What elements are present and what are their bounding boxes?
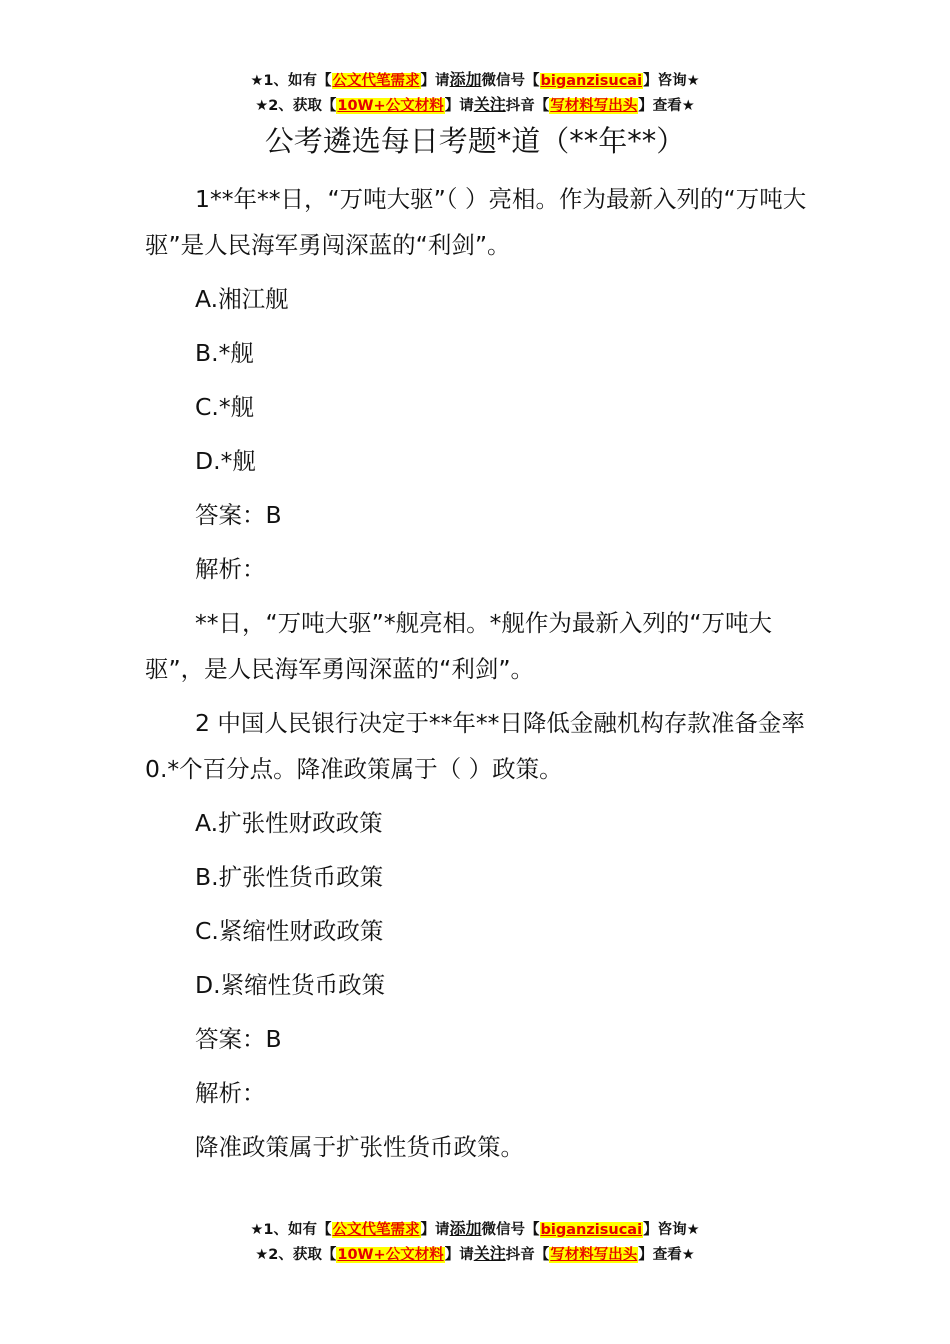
banner-text: 】查看★ <box>638 98 695 114</box>
question-1-option-b: B.*舰 <box>195 339 254 367</box>
banner-highlight: 10W+公文材料 <box>337 1247 444 1263</box>
banner-text: 微信号【 <box>481 1222 540 1238</box>
question-1-analysis-label: 解析： <box>195 555 266 583</box>
banner-text: ★1、如有【 <box>250 73 332 89</box>
question-2-answer: 答案：B <box>195 1025 282 1053</box>
question-2-option-b: B.扩张性货币政策 <box>195 863 384 891</box>
banner-text: 】查看★ <box>638 1247 695 1263</box>
question-2-stem: 2 中国人民银行决定于**年**日降低金融机构存款准备金率 0.*个百分点。降准政策属于（ ）政策。 <box>145 709 805 783</box>
banner-emphasis: 添加 <box>449 70 482 89</box>
banner-text: 】请 <box>420 1222 450 1238</box>
banner-text: ★2、获取【 <box>255 1247 337 1263</box>
banner-text: 抖音【 <box>505 98 550 114</box>
banner-text: 】咨询★ <box>643 73 700 89</box>
document-title: 公考遴选每日考题*道（**年**） <box>264 124 686 158</box>
banner-text: 】请 <box>444 98 474 114</box>
banner-text: 】请 <box>444 1247 474 1263</box>
question-2-option-c: C.紧缩性财政政策 <box>195 917 384 945</box>
question-2-option-a: A.扩张性财政政策 <box>195 809 383 837</box>
banner-text: 】请 <box>420 73 450 89</box>
banner-line-2 <box>0 93 950 118</box>
question-2-option-d: D.紧缩性货币政策 <box>195 971 386 999</box>
banner-highlight: 写材料写出头 <box>550 1247 638 1263</box>
question-1-option-c: C.*舰 <box>195 393 255 421</box>
banner-highlight: 10W+公文材料 <box>337 98 444 114</box>
question-1-analysis: **日，“万吨大驱”*舰亮相。*舰作为最新入列的“万吨大驱”，是人民海军勇闯深蓝的“利剑”。 <box>145 609 773 683</box>
question-2-analysis: 降准政策属于扩张性货币政策。 <box>195 1133 524 1161</box>
question-1-option-a: A.湘江舰 <box>195 285 289 313</box>
question-1-option-d: D.*舰 <box>195 447 256 475</box>
document-body <box>145 176 811 1178</box>
banner-line-1 <box>0 1217 950 1242</box>
banner-line-1 <box>0 68 950 93</box>
banner-highlight: 公文代笔需求 <box>332 73 420 89</box>
banner-highlight: 公文代笔需求 <box>332 1222 420 1238</box>
banner-text: ★1、如有【 <box>250 1222 332 1238</box>
banner-emphasis: 关注 <box>473 1244 506 1263</box>
banner-text: 】咨询★ <box>643 1222 700 1238</box>
banner-highlight: biganzisucai <box>540 73 643 89</box>
banner-emphasis: 关注 <box>473 95 506 114</box>
banner-text: 微信号【 <box>481 73 540 89</box>
question-2-analysis-label: 解析： <box>195 1079 266 1107</box>
banner-line-2 <box>0 1242 950 1267</box>
banner-text: ★2、获取【 <box>255 98 337 114</box>
header-banner <box>0 68 950 118</box>
banner-highlight: 写材料写出头 <box>550 98 638 114</box>
banner-highlight: biganzisucai <box>540 1222 643 1238</box>
footer-banner <box>0 1217 950 1267</box>
question-1-answer: 答案：B <box>195 501 282 529</box>
question-1-stem: 1**年**日，“万吨大驱”（ ）亮相。作为最新入列的“万吨大驱”是人民海军勇闯深蓝的“利剑”。 <box>145 185 807 259</box>
banner-emphasis: 添加 <box>449 1219 482 1238</box>
banner-text: 抖音【 <box>505 1247 550 1263</box>
